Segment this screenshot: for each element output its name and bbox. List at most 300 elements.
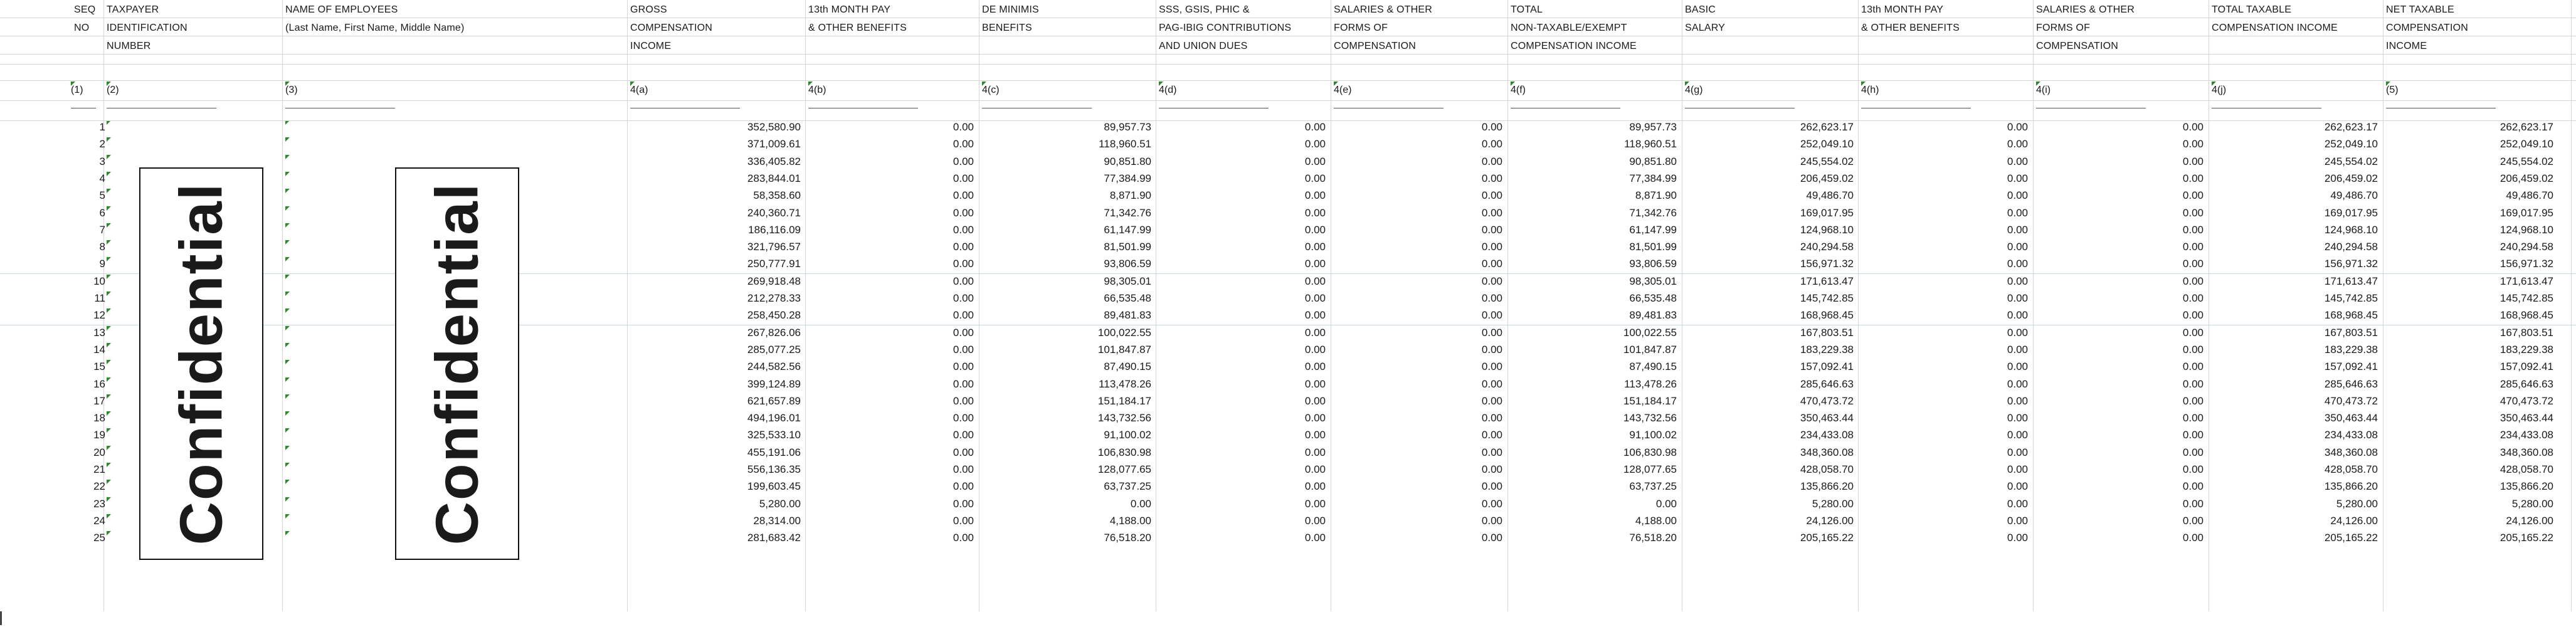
cell-c4c: 118,960.51 [1099,138,1151,150]
cell-marker [107,514,111,519]
row-divider [0,120,2576,121]
table-row [0,171,2576,187]
cell-c4i: 0.00 [2182,292,2204,304]
cell-c4b: 0.00 [953,514,974,527]
cell-c5: 24,126.00 [2506,514,2553,527]
row-divider [0,54,2576,55]
cell-marker [2386,82,2390,86]
cell-seq: 9 [99,258,105,270]
table-row [0,154,2576,171]
cell-seq: 6 [99,206,105,219]
cell-c4d: 0.00 [1304,377,1326,390]
cell-c5: 285,646.63 [2499,377,2553,390]
cell-c4b: 0.00 [953,343,974,356]
cell-marker [107,446,111,450]
cell-c4e: 0.00 [1481,223,1502,236]
cell-marker [2212,82,2216,86]
cell-seq: 5 [99,189,105,202]
cell-c4i: 0.00 [2182,412,2204,424]
cell-c4d: 0.00 [1304,189,1326,202]
cell-gross: 186,116.09 [748,223,801,236]
cell-c4h: 0.00 [2007,189,2028,202]
cell-c4c: 61,147.99 [1104,223,1151,236]
header-c4c-line-2: BENEFITS [982,23,1032,33]
cell-marker [285,137,290,142]
cell-seq: 24 [93,514,105,527]
cell-gross: 258,450.28 [747,309,801,322]
cell-c4h: 0.00 [2007,206,2028,219]
cell-c4e: 0.00 [1481,326,1502,339]
cell-c4i: 0.00 [2182,394,2204,407]
header-tin-line-3: NUMBER [107,41,151,51]
cell-c4c: 113,478.26 [1099,377,1151,390]
cell-c4j: 157,092.41 [2324,361,2378,373]
table-row [0,187,2576,204]
cell-marker [285,377,290,382]
header-c5-line-1: NET TAXABLE [2386,4,2454,15]
cell-c4h: 0.00 [2007,258,2028,270]
cell-c4j: 169,017.95 [2324,206,2378,219]
cell-c4d: 0.00 [1304,241,1326,253]
cell-c5: 157,092.41 [2499,361,2553,373]
cell-c4h: 0.00 [2007,394,2028,407]
cell-c5: 234,433.08 [2499,429,2553,441]
cell-c5: 206,459.02 [2499,172,2553,184]
cell-c4c: 101,847.87 [1097,343,1151,356]
cell-c4i: 0.00 [2182,206,2204,219]
cell-gross: 212,278.33 [747,292,801,304]
cell-c4b: 0.00 [953,275,974,287]
cell-c4c: 100,022.55 [1097,326,1151,339]
cell-c5: 350,463.44 [2499,412,2553,424]
cell-marker [107,257,111,261]
cell-c4g: 5,280.00 [1812,497,1854,510]
cell-c4b: 0.00 [953,172,974,184]
cell-seq: 22 [93,480,105,493]
cell-c5: 156,971.32 [2499,258,2553,270]
cell-seq: 19 [93,429,105,441]
header-c4i-line-1: SALARIES & OTHER [2036,4,2135,15]
cell-c4e: 0.00 [1481,532,1502,544]
cell-marker [285,463,290,467]
cell-c5: 240,294.58 [2499,241,2553,253]
header-c4i-line-3: COMPENSATION [2036,41,2119,51]
header-tin-line-2: IDENTIFICATION [107,23,187,33]
cell-c4e: 0.00 [1481,361,1502,373]
cell-c4h: 0.00 [2007,223,2028,236]
cell-c4d: 0.00 [1304,514,1326,527]
header-c4e-line-1: SALARIES & OTHER [1334,4,1433,15]
table-row [0,359,2576,376]
row-divider [0,64,2576,65]
cell-c4h: 0.00 [2007,480,2028,493]
cell-c4e: 0.00 [1481,121,1502,133]
cell-c4h: 0.00 [2007,532,2028,544]
cell-c4j: 245,554.02 [2324,155,2378,167]
cell-c4b: 0.00 [953,394,974,407]
cell-marker [107,275,111,279]
cell-c4c: 151,184.17 [1097,394,1151,407]
cell-gross: 5,280.00 [759,497,801,510]
cell-c4h: 0.00 [2007,446,2028,458]
table-row [0,496,2576,513]
header-c4f-line-1: TOTAL [1511,4,1543,15]
cell-c4f: 128,077.65 [1623,463,1677,475]
cell-marker [107,172,111,176]
cell-c4h: 0.00 [2007,326,2028,339]
header-seq-line-2: NO [74,23,90,33]
cell-c4d: 0.00 [1304,292,1326,304]
column-label-10: 4(g) [1685,85,1703,95]
cell-c4d: 0.00 [1304,309,1326,322]
cell-c4g: 205,165.22 [1800,532,1854,544]
cell-c4g: 135,866.20 [1800,480,1854,493]
cell-c4c: 106,830.98 [1097,446,1151,458]
cell-gross: 621,657.89 [747,394,801,407]
cell-c4f: 113,478.26 [1624,377,1677,390]
cell-seq: 15 [93,361,105,373]
cell-c4h: 0.00 [2007,292,2028,304]
cell-c4g: 240,294.58 [1800,241,1854,253]
column-label-13: 4(j) [2212,85,2227,95]
cell-c4g: 169,017.95 [1800,206,1854,219]
cell-c4h: 0.00 [2007,309,2028,322]
cell-c4c: 76,518.20 [1104,532,1151,544]
cell-c4h: 0.00 [2007,343,2028,356]
cell-c4g: 350,463.44 [1800,412,1854,424]
cell-c4b: 0.00 [953,292,974,304]
cell-marker [107,411,111,416]
cell-c4g: 168,968.45 [1800,309,1854,322]
cell-c4j: 285,646.63 [2324,377,2378,390]
cell-c4i: 0.00 [2182,361,2204,373]
cell-marker [107,480,111,484]
redaction-label: Confidential [423,182,490,545]
header-c4c-line-1: DE MINIMIS [982,4,1039,15]
cell-c4f: 8,871.90 [1635,189,1677,202]
cell-c4b: 0.00 [953,463,974,475]
cell-c4c: 89,481.83 [1104,309,1151,322]
cell-c4g: 124,968.10 [1800,223,1854,236]
cell-c4f: 66,535.48 [1629,292,1677,304]
header-c4f-line-3: COMPENSATION INCOME [1511,41,1637,51]
cell-gross: 250,777.91 [747,258,801,270]
cell-marker [285,514,290,519]
cell-marker [285,257,290,261]
cell-c4i: 0.00 [2182,377,2204,390]
cell-c5: 135,866.20 [2499,480,2553,493]
column-label-5: 4(b) [808,85,826,95]
cell-c5: 470,473.72 [2499,394,2553,407]
cell-marker [1334,82,1338,86]
header-c4e-line-2: FORMS OF [1334,23,1388,33]
cell-c4j: 348,360.08 [2324,446,2378,458]
cell-c4j: 49,486.70 [2330,189,2378,202]
cell-c4g: 156,971.32 [1800,258,1854,270]
cell-c4c: 93,806.59 [1104,258,1151,270]
cell-c4g: 252,049.10 [1800,138,1854,150]
cell-c4j: 183,229.38 [2324,343,2378,356]
cell-c4e: 0.00 [1481,463,1502,475]
cell-c4j: 428,058.70 [2324,463,2378,475]
cell-c4d: 0.00 [1304,429,1326,441]
cell-marker [285,189,290,193]
cell-marker [107,497,111,502]
cell-marker [285,394,290,399]
cell-c4b: 0.00 [953,309,974,322]
header-c4d-line-2: PAG-IBIG CONTRIBUTIONS [1159,23,1292,33]
cell-c4j: 252,049.10 [2324,138,2378,150]
table-row [0,376,2576,393]
header-c4j-line-2: COMPENSATION INCOME [2212,23,2338,33]
cell-c5: 145,742.85 [2499,292,2553,304]
cell-c4g: 145,742.85 [1800,292,1854,304]
cell-c4e: 0.00 [1481,309,1502,322]
header-c4e-line-3: COMPENSATION [1334,41,1417,51]
cell-c4e: 0.00 [1481,497,1502,510]
header-c5-line-3: INCOME [2386,41,2427,51]
header-name-line-2: (Last Name, First Name, Middle Name) [285,23,465,33]
cell-gross: 321,796.57 [747,241,801,253]
cell-c4h: 0.00 [2007,377,2028,390]
cell-c4c: 90,851.80 [1104,155,1151,167]
table-row [0,273,2576,290]
cell-c4i: 0.00 [2182,446,2204,458]
row-divider [0,100,2576,101]
cell-c4f: 81,501.99 [1629,241,1677,253]
cell-marker [107,206,111,211]
cell-c4e: 0.00 [1481,480,1502,493]
cell-c4e: 0.00 [1481,394,1502,407]
header-c4i-line-2: FORMS OF [2036,23,2091,33]
cell-c4f: 71,342.76 [1629,206,1677,219]
table-row [0,342,2576,359]
cell-c4d: 0.00 [1304,258,1326,270]
cell-gross: 336,405.82 [747,155,801,167]
table-row [0,393,2576,410]
cell-c4b: 0.00 [953,361,974,373]
column-label-7: 4(d) [1159,85,1177,95]
cell-c4b: 0.00 [953,241,974,253]
cell-gross: 283,844.01 [747,172,801,184]
cell-c4h: 0.00 [2007,172,2028,184]
column-label-14: (5) [2386,85,2399,95]
table-row [0,119,2576,136]
cell-c4h: 0.00 [2007,412,2028,424]
table-row [0,461,2576,478]
header-c4b-line-1: 13th MONTH PAY [808,4,891,15]
cell-seq: 1 [99,121,105,133]
cell-c4i: 0.00 [2182,497,2204,510]
table-row [0,256,2576,273]
cell-c4j: 234,433.08 [2324,429,2378,441]
cell-c4e: 0.00 [1481,206,1502,219]
table-row [0,513,2576,530]
cell-c4c: 0.00 [1130,497,1151,510]
cell-marker [107,292,111,296]
cell-c5: 124,968.10 [2499,223,2553,236]
cell-c4e: 0.00 [1481,377,1502,390]
cell-c4g: 245,554.02 [1800,155,1854,167]
cell-gross: 281,683.42 [747,532,801,544]
cell-seq: 3 [99,155,105,167]
header-gross-line-3: INCOME [630,41,672,51]
table-row [0,325,2576,342]
cell-c4h: 0.00 [2007,463,2028,475]
cell-c5: 167,803.51 [2499,326,2553,339]
cell-c4d: 0.00 [1304,343,1326,356]
cell-c4e: 0.00 [1481,429,1502,441]
cell-gross: 285,077.25 [747,343,801,356]
cell-c4j: 156,971.32 [2324,258,2378,270]
cell-c4b: 0.00 [953,189,974,202]
cell-c4i: 0.00 [2182,275,2204,287]
cell-marker [285,206,290,211]
cell-c4f: 91,100.02 [1629,429,1677,441]
cell-c4c: 4,188.00 [1109,514,1151,527]
cell-c5: 245,554.02 [2499,155,2553,167]
cell-c5: 49,486.70 [2506,189,2553,202]
cell-c4h: 0.00 [2007,138,2028,150]
cell-c4e: 0.00 [1481,343,1502,356]
cell-marker [1511,82,1515,86]
cell-c4f: 90,851.80 [1629,155,1677,167]
cell-c4c: 71,342.76 [1104,206,1151,219]
cell-gross: 352,580.90 [747,121,801,133]
sheet-edge-marker [0,611,2,625]
redaction-label: Confidential [167,182,235,545]
cell-marker [285,223,290,228]
cell-c4c: 77,384.99 [1104,172,1151,184]
cell-c4b: 0.00 [953,446,974,458]
table-row [0,136,2576,153]
cell-c4d: 0.00 [1304,463,1326,475]
cell-c4i: 0.00 [2182,189,2204,202]
cell-c4d: 0.00 [1304,361,1326,373]
cell-c4j: 206,459.02 [2324,172,2378,184]
cell-c4j: 470,473.72 [2324,394,2378,407]
header-c4f-line-2: NON-TAXABLE/EXEMPT [1511,23,1627,33]
cell-seq: 25 [93,532,105,544]
cell-seq: 8 [99,241,105,253]
cell-c5: 183,229.38 [2499,343,2553,356]
cell-marker [630,82,635,86]
cell-gross: 240,360.71 [747,206,801,219]
header-c4g-line-2: SALARY [1685,23,1726,33]
header-gross-line-2: COMPENSATION [630,23,713,33]
cell-c4f: 77,384.99 [1629,172,1677,184]
cell-c4b: 0.00 [953,155,974,167]
cell-c4b: 0.00 [953,121,974,133]
cell-c4d: 0.00 [1304,412,1326,424]
table-row [0,410,2576,427]
header-c4h-line-1: 13th MONTH PAY [1861,4,1944,15]
cell-c4h: 0.00 [2007,241,2028,253]
cell-seq: 14 [93,343,105,356]
cell-c4i: 0.00 [2182,309,2204,322]
cell-c4f: 87,490.15 [1629,361,1677,373]
cell-c4d: 0.00 [1304,155,1326,167]
cell-c4d: 0.00 [1304,275,1326,287]
cell-marker [285,172,290,176]
cell-seq: 16 [93,377,105,390]
cell-c4f: 63,737.25 [1629,480,1677,493]
cell-marker [71,82,75,86]
cell-c5: 168,968.45 [2499,309,2553,322]
cell-c4e: 0.00 [1481,138,1502,150]
cell-c5: 171,613.47 [2499,275,2553,287]
cell-marker [107,360,111,364]
cell-c4b: 0.00 [953,138,974,150]
cell-c4e: 0.00 [1481,155,1502,167]
cell-marker [107,223,111,228]
cell-c4j: 350,463.44 [2324,412,2378,424]
cell-marker [2036,82,2040,86]
cell-gross: 494,196.01 [747,412,801,424]
cell-c4g: 428,058.70 [1800,463,1854,475]
cell-c4d: 0.00 [1304,326,1326,339]
cell-c4c: 89,957.73 [1104,121,1151,133]
cell-c4b: 0.00 [953,429,974,441]
cell-seq: 18 [93,412,105,424]
cell-c5: 252,049.10 [2499,138,2553,150]
cell-gross: 399,124.89 [747,377,801,390]
table-row [0,222,2576,239]
cell-marker [1861,82,1866,86]
cell-c4h: 0.00 [2007,275,2028,287]
cell-marker [107,308,111,313]
cell-marker [107,82,111,86]
cell-marker [285,360,290,364]
column-label-2: (2) [107,85,119,95]
cell-c4b: 0.00 [953,377,974,390]
cell-c4i: 0.00 [2182,532,2204,544]
cell-c4i: 0.00 [2182,463,2204,475]
cell-c4g: 348,360.08 [1800,446,1854,458]
cell-c4d: 0.00 [1304,121,1326,133]
cell-marker [107,155,111,159]
cell-c5: 348,360.08 [2499,446,2553,458]
cell-c4c: 63,737.25 [1104,480,1151,493]
cell-c4i: 0.00 [2182,429,2204,441]
header-c4d-line-3: AND UNION DUES [1159,41,1248,51]
cell-c4b: 0.00 [953,497,974,510]
cell-c4f: 89,481.83 [1629,309,1677,322]
cell-marker [107,240,111,245]
cell-seq: 4 [99,172,105,184]
column-label-8: 4(e) [1334,85,1352,95]
header-c4d-line-1: SSS, GSIS, PHIC & [1159,4,1250,15]
cell-marker [107,189,111,193]
cell-marker [285,480,290,484]
cell-c4g: 234,433.08 [1800,429,1854,441]
cell-c4f: 98,305.01 [1629,275,1677,287]
row-divider [0,80,2576,81]
cell-c4g: 183,229.38 [1800,343,1854,356]
cell-c4i: 0.00 [2182,138,2204,150]
cell-c4g: 285,646.63 [1800,377,1854,390]
cell-c4f: 151,184.17 [1623,394,1677,407]
cell-c4j: 24,126.00 [2330,514,2378,527]
cell-c4f: 143,732.56 [1623,412,1677,424]
cell-c4d: 0.00 [1304,480,1326,493]
cell-gross: 244,582.56 [747,361,801,373]
cell-marker [285,308,290,313]
cell-c4e: 0.00 [1481,514,1502,527]
column-label-9: 4(f) [1511,85,1526,95]
cell-c4c: 128,077.65 [1097,463,1151,475]
column-label-1: (1) [71,85,83,95]
